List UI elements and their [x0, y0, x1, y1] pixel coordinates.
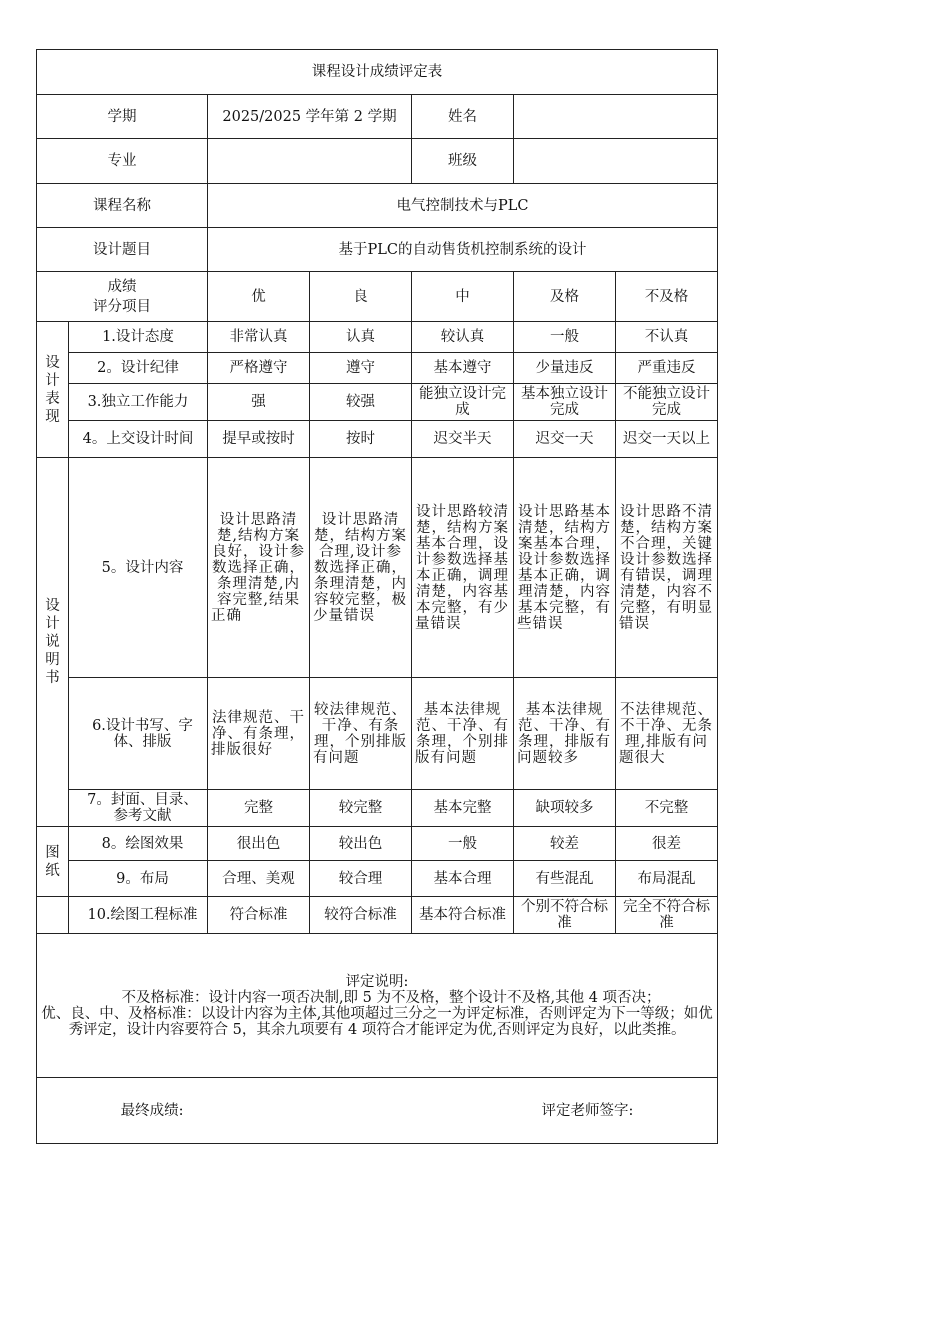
grade-header: 良 — [310, 272, 412, 322]
grade-header: 不及格 — [616, 272, 718, 322]
criterion-cell: 较法律规范、干净、有条理，个别排版有问题 — [310, 678, 412, 790]
criterion-cell: 符合标准 — [208, 897, 310, 934]
criterion-cell: 较合理 — [310, 861, 412, 897]
notes-fail-standard: 不及格标准：设计内容一项否决制,即 5 为不及格，整个设计不及格,其他 4 项否决； — [121, 989, 661, 1006]
major-label: 专业 — [37, 139, 208, 184]
table-row — [37, 790, 718, 827]
class-value[interactable] — [514, 139, 718, 184]
criterion-cell: 设计思路不清楚，结构方案不合理，关键设计参数选择有错误，调理清楚，内容不完整，有明显错误 — [616, 458, 718, 678]
teacher-signature-label: 评定老师签字: — [541, 1102, 634, 1119]
signature-row — [37, 1078, 718, 1144]
grade-evaluation-table — [36, 49, 718, 1144]
criterion-cell: 布局混乱 — [616, 861, 718, 897]
criterion-cell: 完全不符合标准 — [616, 897, 718, 934]
criterion-cell: 基本独立设计完成 — [514, 384, 616, 421]
criterion-cell: 很出色 — [208, 827, 310, 861]
criterion-cell: 较差 — [514, 827, 616, 861]
criterion-cell: 认真 — [310, 322, 412, 353]
criterion-cell: 强 — [208, 384, 310, 421]
major-value[interactable] — [208, 139, 412, 184]
criterion-cell: 较完整 — [310, 790, 412, 827]
criterion-cell: 不法律规范、不干净、无条理,排版有问题很大 — [616, 678, 718, 790]
grade-header: 及格 — [514, 272, 616, 322]
criterion-cell: 基本合理 — [412, 861, 514, 897]
criterion-label: 8。绘图效果 — [69, 827, 208, 861]
criterion-label: 7。封面、目录、参考文献 — [69, 790, 208, 827]
criterion-cell: 严格遵守 — [208, 353, 310, 384]
criterion-cell: 缺项较多 — [514, 790, 616, 827]
criterion-cell: 基本法律规范、干净、有条理，排版有问题较多 — [514, 678, 616, 790]
form-title: 课程设计成绩评定表 — [37, 50, 718, 95]
criterion-label: 3.独立工作能力 — [69, 384, 208, 421]
criterion-cell: 设计思路基本清楚，结构方案基本合理，设计参数选择基本正确，调理清楚，内容基本完整，有些错误 — [514, 458, 616, 678]
table-row — [37, 861, 718, 897]
term-label: 学期 — [37, 95, 208, 139]
criterion-label: 1.设计态度 — [69, 322, 208, 353]
criterion-cell: 设计思路较清楚，结构方案基本合理，设计参数选择基本正确，调理清楚，内容基本完整，有少量错误 — [412, 458, 514, 678]
criterion-cell: 迟交半天 — [412, 421, 514, 458]
criterion-cell: 迟交一天 — [514, 421, 616, 458]
group-empty — [37, 897, 69, 934]
criterion-cell: 基本法律规范、干净、有条理，个别排版有问题 — [412, 678, 514, 790]
criterion-cell: 较出色 — [310, 827, 412, 861]
criterion-label: 2。设计纪律 — [69, 353, 208, 384]
course-label: 课程名称 — [37, 184, 208, 228]
grade-header: 中 — [412, 272, 514, 322]
final-grade-label: 最终成绩: — [120, 1102, 184, 1119]
criterion-cell: 设计思路清楚，结构方案合理,设计参数选择正确，条理清楚，内容较完整，极少量错误 — [310, 458, 412, 678]
criterion-cell: 法律规范、干净、有条理，排版很好 — [208, 678, 310, 790]
criterion-cell: 不认真 — [616, 322, 718, 353]
group-performance: 设计表现 — [37, 322, 69, 458]
criterion-cell: 很差 — [616, 827, 718, 861]
criterion-cell: 较认真 — [412, 322, 514, 353]
criterion-cell: 遵守 — [310, 353, 412, 384]
course-value: 电气控制技术与PLC — [208, 184, 718, 228]
name-value[interactable] — [514, 95, 718, 139]
criterion-cell: 不完整 — [616, 790, 718, 827]
corner-bottom: 评分项目 — [93, 298, 151, 315]
criterion-cell: 设计思路清楚,结构方案良好，设计参数选择正确，条理清楚,内容完整,结果正确 — [208, 458, 310, 678]
notes-heading: 评定说明: — [345, 973, 409, 990]
criterion-cell: 较符合标准 — [310, 897, 412, 934]
table-row — [37, 322, 718, 353]
criterion-cell: 完整 — [208, 790, 310, 827]
term-value: 2025/2025 学年第 2 学期 — [208, 95, 412, 139]
evaluation-notes — [37, 934, 718, 1078]
name-label: 姓名 — [412, 95, 514, 139]
criterion-label: 6.设计书写、字体、排版 — [69, 678, 208, 790]
table-row — [37, 384, 718, 421]
group-manual: 设计说明书 — [37, 458, 69, 827]
grade-header: 优 — [208, 272, 310, 322]
corner-top: 成绩 — [107, 278, 137, 295]
header-corner — [37, 272, 208, 322]
criterion-cell: 按时 — [310, 421, 412, 458]
notes-grade-standard: 优、良、中、及格标准：以设计内容为主体,其他项超过三分之一为评定标准，否则评定为下一等级；如优秀评定，设计内容要符合 5，其余九项要有 4 项符合才能评定为优,否则评定为良好，以此类推。 — [41, 1005, 713, 1038]
criterion-cell: 有些混乱 — [514, 861, 616, 897]
class-label: 班级 — [412, 139, 514, 184]
topic-value: 基于PLC的自动售货机控制系统的设计 — [208, 228, 718, 272]
criterion-cell: 基本完整 — [412, 790, 514, 827]
table-row — [37, 353, 718, 384]
criterion-cell: 能独立设计完成 — [412, 384, 514, 421]
topic-label: 设计题目 — [37, 228, 208, 272]
table-row — [37, 421, 718, 458]
criterion-cell: 个别不符合标准 — [514, 897, 616, 934]
criterion-label: 5。设计内容 — [69, 458, 208, 678]
criterion-cell: 少量违反 — [514, 353, 616, 384]
group-drawing: 图纸 — [37, 827, 69, 897]
criterion-cell: 不能独立设计完成 — [616, 384, 718, 421]
criterion-cell: 基本符合标准 — [412, 897, 514, 934]
criterion-cell: 一般 — [514, 322, 616, 353]
table-row — [37, 678, 718, 790]
criterion-cell: 一般 — [412, 827, 514, 861]
table-row — [37, 458, 718, 678]
table-row — [37, 897, 718, 934]
criterion-label: 10.绘图工程标准 — [69, 897, 208, 934]
criterion-cell: 基本遵守 — [412, 353, 514, 384]
criterion-label: 9。布局 — [69, 861, 208, 897]
criterion-cell: 合理、美观 — [208, 861, 310, 897]
criterion-cell: 迟交一天以上 — [616, 421, 718, 458]
criterion-cell: 非常认真 — [208, 322, 310, 353]
criterion-cell: 提早或按时 — [208, 421, 310, 458]
criterion-cell: 较强 — [310, 384, 412, 421]
criterion-cell: 严重违反 — [616, 353, 718, 384]
table-row — [37, 827, 718, 861]
criterion-label: 4。上交设计时间 — [69, 421, 208, 458]
